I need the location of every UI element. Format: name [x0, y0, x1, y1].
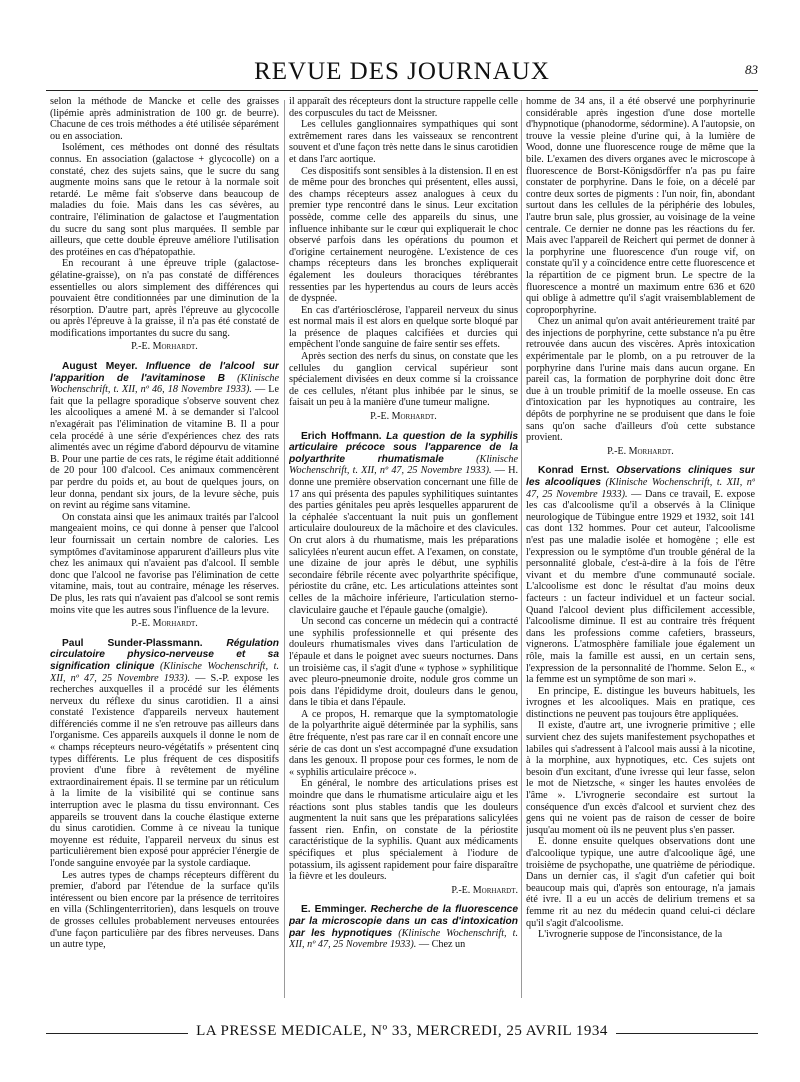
- article-reference: (Klinische Wochenschrift, t. XII, nº 47, 25 Novembre 1933).: [50, 660, 279, 684]
- column-2: [289, 96, 518, 1001]
- article-text: — Dans ce travail, E. expose les cas d'alcoolisme qu'il a observés à la Clinique neurologique de Tübingue entre 1929 et 1932, soit 141 cas dont 132 hommes. Pour cet auteur, l'alcoolisme n'est pas une maladie isolée et homogène ; elle est l'expression ou le symptôme d'un trouble général de la personnalité globale, c'est-à-dire à la fois de l'être vivant et du membre d'une communauté sociale. L'alcoolisme est donc le résultat d'au moins deux facteurs : un facteur individuel et un facteur social. Quand l'alcool devient plus difficilement accessible, l'alcoolisme diminue. Il est au contraire très fréquent dans les professions comme cafetiers, brasseurs, vignerons. L'atmosphère familiale joue également un rôle, mais la famille est aussi, en un certain sens, l'expression de la personnalité de l'homme. Selon E., « la femme est un symptôme de son mari ».: [526, 488, 755, 686]
- paragraph: Un second cas concerne un médecin qui a contracté une syphilis professionnelle et qui présente des douleurs rhumatismales vives dans l'articulation de l'épaule et dans le poignet avec sueurs nocturnes. Dans un troisième cas, il s'agit d'une « typhose » syphilitique avec pleuro-pneumonie droite, nodule gros comme un pois dans l'épididyme droit, douleurs dans le genou, dans le tibia et dans l'épaule.: [289, 616, 518, 709]
- article-heading: [289, 904, 518, 950]
- paragraph: selon la méthode de Mancke et celle des graisses (lipémie après administration de 100 gr. de beurre). Chacune de ces trois méthodes a été utilisée séparément ou en association.: [50, 96, 279, 142]
- signature: P.-E. Morhardt.: [370, 411, 437, 423]
- article-author: Erich Hoffmann.: [301, 430, 382, 442]
- article-reference: (Klinische Wochenschrift, t. XII, nº 46, 18 Novembre 1933).: [50, 372, 279, 396]
- article-author: Konrad Ernst.: [538, 465, 610, 477]
- paragraph: En cas d'artériosclérose, l'appareil nerveux du sinus est normal mais il est alors en quelque sorte bloqué par la présence de plaques calcifiées et durcies qui empêchent l'onde sanguine de faire sentir ses effets.: [289, 304, 518, 351]
- article-text: — Chez un: [418, 939, 466, 951]
- paragraph: En recourant à une épreuve triple (galactose-gélatine-graisse), on n'a pas constaté de différences essentielles ou alors simplement des différences qui pouvaient être conditionnées par une diminution de la résorption. D'autre part, après l'épreuve au glycocolle ou après l'épreuve à la graisse, il n'a pas été constaté de modifications importantes du sucre du sang.: [50, 258, 279, 339]
- paragraph: Ces dispositifs sont sensibles à la distension. Il en est de même pour des bronches qui présentent, elles aussi, des champs récepteurs assez analogues à ceux du premier type rencontré dans le sinus. Leur excitation possède, comme celle des appareils du sinus, une influence inhibante sur le cœur qui expliquerait le choc observé parfois dans les opérations du poumon et d'origine certainement neurogène. L'existence de ces champs récepteurs dans les bronches expliquerait également les douleurs thoraciques térébrantes ressenties par les hypertendus au cours de leurs accès de dyspnée.: [289, 165, 518, 305]
- journal-section-title: REVUE DES JOURNAUX: [254, 58, 550, 85]
- column-3: [526, 96, 755, 1001]
- paragraph: Les autres types de champs récepteurs diffèrent du premier, d'abord par l'étendue de la surface qu'ils intéressent ou bien encore par la présence de territoires en villa (Schlingenterritorien), dans lesquels on trouve de grosses cellules probablement nerveuses entourées d'une façon particulière par des fibres nerveuses. Dans un autre type,: [50, 869, 279, 951]
- paragraph: Les cellules ganglionnaires sympathiques qui sont extrêmement rares dans les vaisseaux se rencontrent souvent et d'une façon très nette dans le sinus carotidien et dans l'arc aortique.: [289, 119, 518, 165]
- paragraph: Il existe, d'autre art, une ivrognerie primitive ; elle survient chez des sujets manifestement psychopathes et labiles qui s'adressent à l'alcool mais aussi à la nicotine, à la morphine, aux hypnotiques, etc. Ces sujets ont besoin d'un excitant, d'une ivresse qui leur fasse, selon le mot de Nietzsche, « singer les hautes envolées de l'âme ». L'ivrognerie secondaire est surtout la conséquence d'un excès d'alcool et survient chez des gens qui ne voient pas de raison de cesser de boire jusqu'au moment où ils ne peuvent plus s'en passer.: [526, 720, 755, 836]
- paragraph: L'ivrognerie suppose de l'inconsistance, de la: [538, 929, 723, 941]
- article-heading: [289, 431, 518, 617]
- page-number: 83: [745, 62, 758, 77]
- signature: P.-E. Morhardt.: [131, 341, 198, 353]
- paragraph: Isolément, ces méthodes ont donné des résultats connus. En association (galactose + glycocolle) on a constaté, chez des sujets sains, que le sucre du sang augmente moins sans que le retour à la normale soit retardé. Le même fait s'observe dans beaucoup de maladies du foie. Mais dans les cas sévères, au contraire, l'élimination de galactose et l'augmentation du sucre du sang sont plus marquées. Il semble par ailleurs, que cette double épreuve améliore l'utilisation des protéines en cas d'hépatopathie.: [50, 142, 279, 258]
- paragraph: On constata ainsi que les animaux traités par l'alcool mangeaient moins, ce qui donne à penser que l'alcool leur fournissait un certain nombre de calories. Les symptômes d'avitaminose apparurent d'ailleurs plus vite chez les animaux qui n'avaient pas d'alcool. Il semble donc que l'alcool ne favorise pas l'élimination de cette vitamine, mais, tout au contraire, ménage les réserves. De plus, les rats qui n'avaient pas d'alcool se sont remis moins vite que les autres sous l'influence de la levure.: [50, 511, 279, 616]
- article-title: Régulation circulatoire physico-nerveuse et sa signification clinique: [50, 637, 279, 672]
- article-reference: (Klinische Wochenschrift, t. XII, nº 47, 25 Novembre 1933).: [289, 927, 518, 951]
- paragraph: E. donne ensuite quelques observations dont une d'alcoolique typique, une autre d'alcoolique âgé, une troisième de psychopathe, une quatrième de périodique. Dans un dernier cas, il s'agit d'un cafetier qui boit beaucoup mais qui, d'après son entourage, n'a jamais été ivre. Il a eu un accès de delirium tremens et sa femme rit au nez du médecin quand celui-ci déclare qu'il s'agit d'alcoolisme.: [526, 836, 755, 929]
- running-footer: [46, 1023, 758, 1045]
- article-reference: (Klinische Wochenschrift, t. XII, nº 47, 25 Novembre 1933).: [289, 453, 518, 477]
- article-title: Influence de l'alcool sur l'apparition de l'avitaminose B: [50, 361, 279, 384]
- article-text: — S.-P. expose les recherches auxquelles il a procédé sur les éléments nerveux du réflexe du sinus carotidien. Il a ainsi constaté l'existence d'appareils nerveux hautement différenciés comme il ne s'en retrouve pas ailleurs dans l'organisme. Ces appareils auxquels il donne le nom de « champs récepteurs neuro-végétatifs » présentent cinq types différents. Le plus fréquent de ces dispositifs provient d'une fibre à revêtement de myéline extraordinairement épais. Il se termine par un réticulum à la limite de la visibilité qui se continue sans interruption avec le plasma du tissu environnant. Ces appareils se trouvent dans la couche élastique externe du sinus carotidien. Comme à ce niveau la tunique moyenne est réduite, l'appareil nerveux du sinus est particulièrement bien exposé pour apprécier l'énergie de l'onde sanguine envoyée par la systole cardiaque.: [50, 672, 279, 869]
- signature: P.-E. Morhardt.: [131, 618, 198, 630]
- paragraph: Chez un animal qu'on avait antérieurement traité par des injections de porphyrine, cette substance n'a pu être retrouvée dans aucun des viscères. Après intoxication expérimentale par le plomb, on a pu retrouver de la porphyrine dans l'urine mais dans aucun organe. En pareil cas, la formation de porphyrine doit donc être due à un trouble primitif de la moelle osseuse. En cas d'intoxication par les hypnotiques au contraire, les dépôts de porphyrine ne se produisent que dans le foie sans qu'on sache d'ailleurs d'où cette substance provient.: [526, 316, 755, 444]
- running-header: [46, 58, 758, 88]
- article-author: E. Emminger.: [301, 904, 367, 916]
- column-divider-1: [284, 100, 285, 998]
- article-reference: (Klinische Wochenschrift, t. XII, nº 47, 25 Novembre 1933).: [526, 477, 755, 500]
- article-author: August Meyer.: [62, 361, 138, 373]
- article-text: — H. donne une première observation concernant une fille de 17 ans qui présenta des papules syphilitiques suintantes des parties génitales peu après lesquelles apparurent de la céphalée s'accentuant la nuit puis un gonflement articulaire douloureux de la mâchoire et des clavicules. On crut alors à du rhumatisme, mais les préparations salicylées n'eurent aucun effet. A l'examen, on constate, une dizaine de jour après le début, une syphilis secondaire fébrile récente avec polyarthrite spécifique, périostite du crâne, etc. Les articulations atteintes sont celles de la mâchoire inférieure, l'articulation sterno-claviculaire gauche et l'épaule gauche (omalgie).: [289, 465, 518, 616]
- article-heading: [526, 465, 755, 685]
- column-1: [50, 96, 279, 1001]
- footer-text: LA PRESSE MEDICALE, Nº 33, MERCREDI, 25 AVRIL 1934: [188, 1023, 616, 1039]
- paragraph: il apparaît des récepteurs dont la structure rappelle celle des corpuscules du tact de Meissner.: [289, 96, 518, 119]
- paragraph: En principe, E. distingue les buveurs habituels, les ivrognes et les alcooliques. Mais en pratique, ces distinctions ne peuvent pas toujours être appliquées.: [526, 685, 755, 720]
- paragraph: Après section des nerfs du sinus, on constate que les cellules du ganglion cervical supérieur sont spécialement divisées en deux comme si la croissance de ces cellules, n'étant plus inhibée par le sinus, se faisait un peu à la manière d'une tumeur maligne.: [289, 351, 518, 409]
- article-author: Paul Sunder-Plassmann.: [62, 637, 203, 649]
- article-title: La question de la syphilis articulaire précoce sous l'apparence de la polyarthrite rhumatismale: [289, 430, 518, 465]
- article-text: — Le fait que la pellagre sporadique s'observe souvent chez les alcooliques a amené M. à se demander si l'alcool n'exagérait pas l'élimination de vitamine B. Il a pour cela procédé à une série d'expériences chez des rats alimentés avec un régime d'abord dépourvu de vitamine B. Pour une partie de ces rats, le régime était additionné de 20 pour 100 d'alcool. Ces animaux commencèrent par perdre du poids et, au bout de quelques jours, on leur donna, pendant six jours, de la levure sèche, puis on revint au régime sans vitamine.: [50, 384, 279, 512]
- article-heading: [50, 361, 279, 512]
- signature: P.-E. Morhardt.: [451, 884, 518, 896]
- signature: P.-E. Morhardt.: [607, 445, 674, 457]
- paragraph: En général, le nombre des articulations prises est moindre que dans le rhumatisme articulaire aigu et les réactions sont plus stables tandis que les douleurs augmentent la nuit sans que les préparations salicylées fassent rien. Enfin, on constate de la périostite caractéristique de la syphilis. Quant aux médicaments spécifiques et plus spécialement à l'iodure de potassium, ils agissent rapidement pour faire disparaître la fièvre et les douleurs.: [289, 778, 518, 883]
- paragraph: homme de 34 ans, il a été observé une porphyrinurie considérable après ingestion d'une dose mortelle d'hypnotique (phanodorme, sédormine). A l'autopsie, on trouve la vessie pleine d'urine qui, à la lumière de Wood, donne une fluorescence rouge de même que la bile. L'examen des divers organes avec le microscope à fluorescence de Borst-Königsdörffer n'a pas pu faire constater de porphyrine. Dans le foie, on a décelé par contre deux sortes de pigments : l'un noir, fin, abondant surtout dans les cellules de la périphérie des lobules, l'autre brun sale, plus grossier, au voisinage de la veine centrale. Ce dernier ne donne pas les réactions du fer. Mais avec l'appareil de Reichert qui permet de donner à la porphyrine une fluorescence d'un rouge vif, on constate qu'il y a coïncidence entre cette fluorescence et la répartition de ce pigment brun. Le spectre de la fluorescence a montré un maximum entre 636 et 620 qui oblige à admettre qu'il s'agit vraisemblablement de coproporphyrine.: [526, 96, 755, 316]
- header-rule: [46, 90, 758, 91]
- article-heading: [50, 638, 279, 870]
- article-title: Recherche de la fluorescence par la microscopie dans un cas d'intoxication par les hypnotiques: [289, 904, 518, 939]
- article-title: Observations cliniques sur les alcooliques: [526, 465, 755, 488]
- paragraph: A ce propos, H. remarque que la symptomatologie de la polyarthrite aiguë déterminée par la syphilis, sans être fréquente, n'est pas rare car il en connaît encore une série de cas dont un s'est accompagné d'une exsudation dans les genoux. Il propose pour ces formes, le nom de « syphilis articulaire précoce ».: [289, 708, 518, 778]
- column-divider-2: [521, 100, 522, 998]
